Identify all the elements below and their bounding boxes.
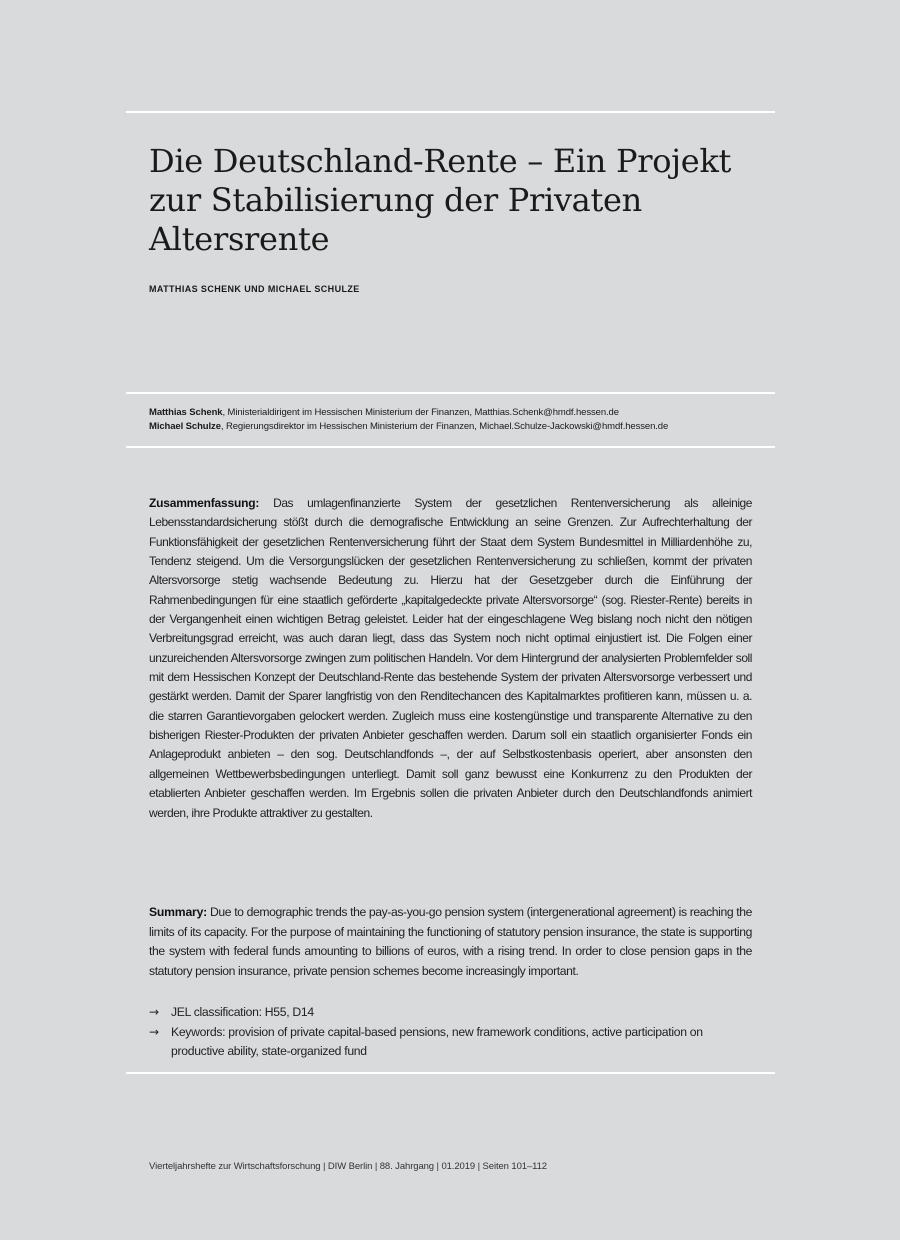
keywords-item	[149, 1023, 752, 1062]
affiliation-bottom-rule	[126, 446, 775, 448]
affiliation-detail: , Ministerialdirigent im Hessischen Ministerium der Finanzen, Matthias.Schenk@hmdf.hessen.de	[222, 407, 619, 418]
article-authors: MATTHIAS SCHENK UND MICHAEL SCHULZE	[149, 284, 360, 294]
journal-footer: Vierteljahrshefte zur Wirtschaftsforschung | DIW Berlin | 88. Jahrgang | 01.2019 | Seiten 101–112	[149, 1161, 547, 1172]
jel-text: JEL classification: H55, D14	[171, 1005, 314, 1019]
jel-classification	[149, 1003, 752, 1023]
arrow-right-icon: →	[149, 1024, 159, 1039]
german-abstract	[149, 494, 752, 823]
english-summary-label: Summary:	[149, 905, 208, 919]
top-rule	[126, 111, 775, 113]
affiliation-schenk	[149, 406, 789, 419]
affiliation-detail: , Regierungsdirektor im Hessischen Ministerium der Finanzen, Michael.Schulze-Jackowski@hmdf.hessen.de	[220, 421, 669, 432]
english-summary	[149, 903, 752, 981]
article-title: Die Deutschland-Rente – Ein Projekt zur Stabilisierung der Privaten Altersrente	[149, 142, 732, 258]
german-abstract-label: Zusammenfassung:	[149, 496, 260, 510]
affiliation-schulze	[149, 420, 789, 433]
arrow-right-icon: →	[149, 1005, 159, 1019]
keywords-list	[149, 1003, 752, 1062]
affiliation-name: Michael Schulze	[149, 421, 221, 432]
english-summary-text: Due to demographic trends the pay-as-you-go pension system (intergenerational agreement) is reaching the limits of its capacity. For the purpose of maintaining the functioning of statutory pension insurance, the state is supporting the system with federal funds amounting to billions of euros, with a rising trend. In order to close pension gaps in the statutory pension insurance, private pension schemes become increasingly important.	[149, 905, 752, 978]
affiliation-name: Matthias Schenk	[149, 407, 223, 418]
german-abstract-text: Das umlagenfinanzierte System der gesetzlichen Rentenversicherung als alleinige Lebensstandardsicherung stößt durch die demografische Entwicklung an seine Grenzen. Zur Aufrechterhaltung der Funktionsfähigkeit der gesetzlichen Rentenversicherung führt der Staat dem System Bundesmittel in Milliardenhöhe zu, Tendenz steigend. Um die Versorgungslücken der gesetzlichen Rentenversicherung zu schließen, kommt der privaten Altersvorsorge stetig wachsende Bedeutung zu. Hierzu hat der Gesetzgeber durch die Einführung der Rahmenbedingungen für eine staatlich geförderte „kapitalgedeckte private Altersvorsorge“ (sog. Riester-Rente) bereits in der Vergangenheit einen wichtigen Betrag geleistet. Leider hat der eingeschlagene Weg bislang noch nicht den nötigen Verbreitungsgrad erreicht, was auch daran liegt, dass das System noch nicht optimal einjustiert ist. Die Folgen einer unzureichenden Altersvorsorge zwingen zum politischen Handeln. Vor dem Hintergrund der analysierten Problemfelder soll mit dem Hessischen Konzept der Deutschland-Rente das bestehende System der privaten Altersvorsorge verbessert und gestärkt werden. Damit der Sparer langfristig von den Renditechancen des Kapitalmarktes profitieren kann, müssen u. a. die starren Garantievorgaben gelockert werden. Zugleich muss eine kostengünstige und transparente Alternative zu den bisherigen Riester-Produkten der privaten Anbieter geschaffen werden. Darum soll ein staatlich organisierter Fonds ein Anlageprodukt anbieten – den sog. Deutschlandfonds –, der auf Selbstkostenbasis operiert, aber ansonsten den allgemeinen Wettbewerbsbedingungen unterliegt. Damit soll ganz bewusst eine Konkurrenz zu den Produkten der etablierten Anbieter geschaffen werden. Im Ergebnis sollen die privaten Anbieter durch den Deutschlandfonds animiert werden, ihre Produkte attraktiver zu gestalten.	[149, 496, 752, 820]
keywords-text: Keywords: provision of private capital-based pensions, new framework conditions, active participation on productive ability, state-organized fund	[171, 1024, 703, 1058]
affiliation-top-rule	[126, 392, 775, 394]
bottom-rule	[126, 1072, 775, 1074]
